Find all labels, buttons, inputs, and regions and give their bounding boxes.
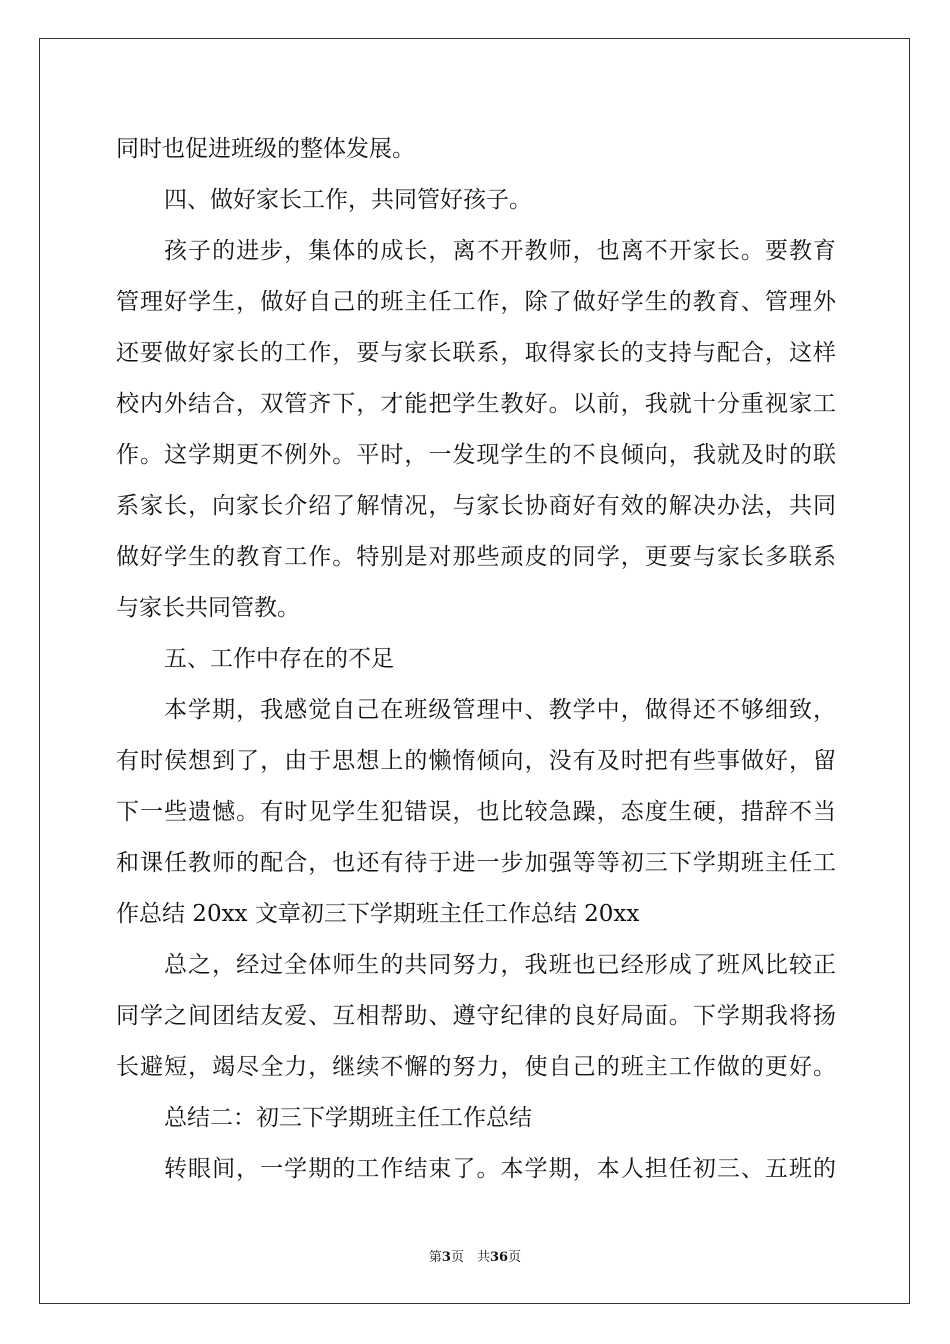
paragraph-line: 同时也促进班级的整体发展。 <box>116 136 415 162</box>
paragraph-line: 管理好学生，做好自己的班主任工作，除了做好学生的教育、管理外 <box>116 289 836 315</box>
paragraph-line: 与家长共同管教。 <box>116 595 300 621</box>
paragraph-line: 孩子的进步，集体的成长，离不开教师，也离不开家长。要教育 <box>164 238 836 264</box>
total-page-count: 36 <box>489 1250 509 1265</box>
paragraph-line: 还要做好家长的工作，要与家长联系，取得家长的支持与配合，这样 <box>116 340 836 366</box>
paragraph-line: 长避短，竭尽全力，继续不懈的努力，使自己的班主工作做的更好。 <box>116 1054 836 1080</box>
paragraph-line: 作。这学期更不例外。平时，一发现学生的不良倾向，我就及时的联 <box>116 442 836 468</box>
section-heading: 五、工作中存在的不足 <box>164 646 394 672</box>
paragraph-line: 同学之间团结友爱、互相帮助、遵守纪律的良好局面。下学期我将扬 <box>116 1003 836 1029</box>
page-footer <box>0 1246 950 1265</box>
footer-prefix: 第 <box>428 1250 442 1265</box>
paragraph-line: 作总结 20xx 文章初三下学期班主任工作总结 20xx <box>116 901 640 927</box>
footer-suffix: 页 <box>508 1250 522 1265</box>
paragraph-line: 转眼间，一学期的工作结束了。本学期，本人担任初三、五班的 <box>164 1156 836 1182</box>
footer-middle: 页 共 <box>450 1250 490 1265</box>
section-heading: 总结二：初三下学期班主任工作总结 <box>164 1105 532 1131</box>
paragraph-line: 下一些遗憾。有时见学生犯错误，也比较急躁，态度生硬，措辞不当 <box>116 799 836 825</box>
paragraph-line: 系家长，向家长介绍了解情况，与家长协商好有效的解决办法，共同 <box>116 493 836 519</box>
current-page-number: 3 <box>441 1250 451 1265</box>
document-body <box>116 124 836 1195</box>
paragraph-line: 有时侯想到了，由于思想上的懒惰倾向，没有及时把有些事做好，留 <box>116 748 836 774</box>
paragraph-line: 和课任教师的配合，也还有待于进一步加强等等初三下学期班主任工 <box>116 850 836 876</box>
paragraph-line: 校内外结合，双管齐下，才能把学生教好。以前，我就十分重视家工 <box>116 391 836 417</box>
section-heading: 四、做好家长工作，共同管好孩子。 <box>164 187 532 213</box>
paragraph-line: 做好学生的教育工作。特别是对那些顽皮的同学，更要与家长多联系 <box>116 544 836 570</box>
paragraph-line: 总之，经过全体师生的共同努力，我班也已经形成了班风比较正 <box>164 952 836 978</box>
paragraph-line: 本学期，我感觉自己在班级管理中、教学中，做得还不够细致， <box>164 697 836 723</box>
